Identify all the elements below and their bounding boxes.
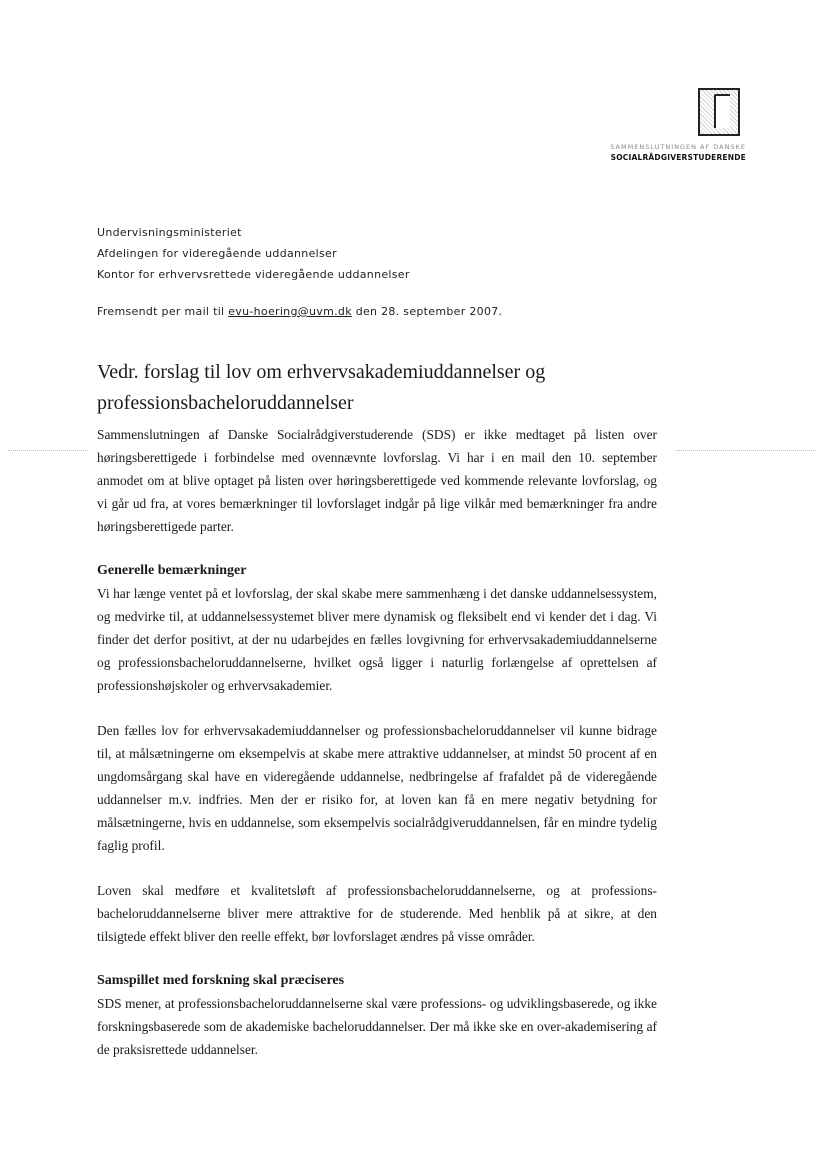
general-paragraph-3: Loven skal medføre et kvalitetsløft af professionsbacheloruddannelserne, og at professions-bacheloruddannelserne bliver mere attraktive for de studerende. Med henblik på at sikre, at den tilsigtede effekt bliver den reelle effekt, bør lovforslaget ændres på visse områder. [97, 883, 657, 944]
logo-title: SOCIALRÅDGIVERSTUDERENDE [610, 153, 746, 162]
logo-icon [698, 88, 740, 136]
intro-paragraph: Sammenslutningen af Danske Socialrådgiverstuderende (SDS) er ikke medtaget på listen over høringsberettigede i forbindelse med ovennævnte lovforslag. Vi har i en mail den 10. september anmodet om at blive optaget på listen over høringsberettigede ved kommende relevante lovforslag, og vi går ud fra, at vores bemærkninger til lovforslaget indgår på lige vilkår med bemærkninger fra andre høringsberettigede parter. [97, 427, 657, 534]
address-line-2: Afdelingen for videregående uddannelser [97, 247, 337, 260]
sent-suffix: den 28. september 2007. [355, 305, 503, 318]
organization-logo [586, 88, 746, 162]
section-heading-general: Generelle bemærkninger [97, 563, 247, 578]
section-heading-research: Samspillet med forskning skal præciseres [97, 973, 345, 988]
general-paragraph-2: Den fælles lov for erhvervsakademiuddannelser og professionsbacheloruddannelser vil kunne bidrage til, at målsætningerne om eksempelvis at skabe mere attraktive uddannelser, at mindst 50 procent af en ungdomsårgang skal have en videregående uddannelse, nedbringelse af frafaldet på de videregående uddannelser m.v. indfries. Men der er risiko for, at loven kan få en mere negativ betydning for målsætningerne, hvis en uddannelse, som eksempelvis socialrådgiveruddannelsen, får en mindre tydelig faglig profil. [97, 723, 657, 853]
sent-prefix: Fremsendt per mail til [97, 305, 225, 318]
email-link[interactable]: evu-hoering@uvm.dk [228, 305, 352, 318]
scan-artifact-left [8, 450, 88, 451]
letter-title: Vedr. forslag til lov om erhvervsakademiuddannelser og professionsbacheloruddannelser [97, 361, 546, 414]
scan-artifact-right [676, 450, 816, 451]
address-line-3: Kontor for erhvervsrettede videregående uddannelser [97, 268, 410, 281]
sent-note [97, 305, 502, 318]
letter-body [97, 357, 657, 1061]
recipient-address [97, 222, 410, 285]
address-line-1: Undervisningsministeriet [97, 226, 242, 239]
research-paragraph-1: SDS mener, at professionsbacheloruddannelserne skal være professions- og udviklingsbaserede, og ikke forskningsbaserede som de akademiske bacheloruddannelser. Der må ikke ske en over-akademisering af de praksisrettede uddannelser. [97, 996, 657, 1057]
general-paragraph-1: Vi har længe ventet på et lovforslag, der skal skabe mere sammenhæng i det danske uddannelsessystem, og medvirke til, at uddannelsessystemet bliver mere dynamisk og fleksibelt end vi kender det i dag. Vi finder det derfor positivt, at der nu udarbejdes en fælles lovgivning for erhvervsakademiuddannelserne og professionsbacheloruddannelserne, hvilket også ligger i naturlig forlængelse af oprettelsen af professionshøjskoler og erhvervsakademier. [97, 586, 657, 693]
logo-subtitle: SAMMENSLUTNINGEN AF DANSKE [610, 143, 746, 151]
